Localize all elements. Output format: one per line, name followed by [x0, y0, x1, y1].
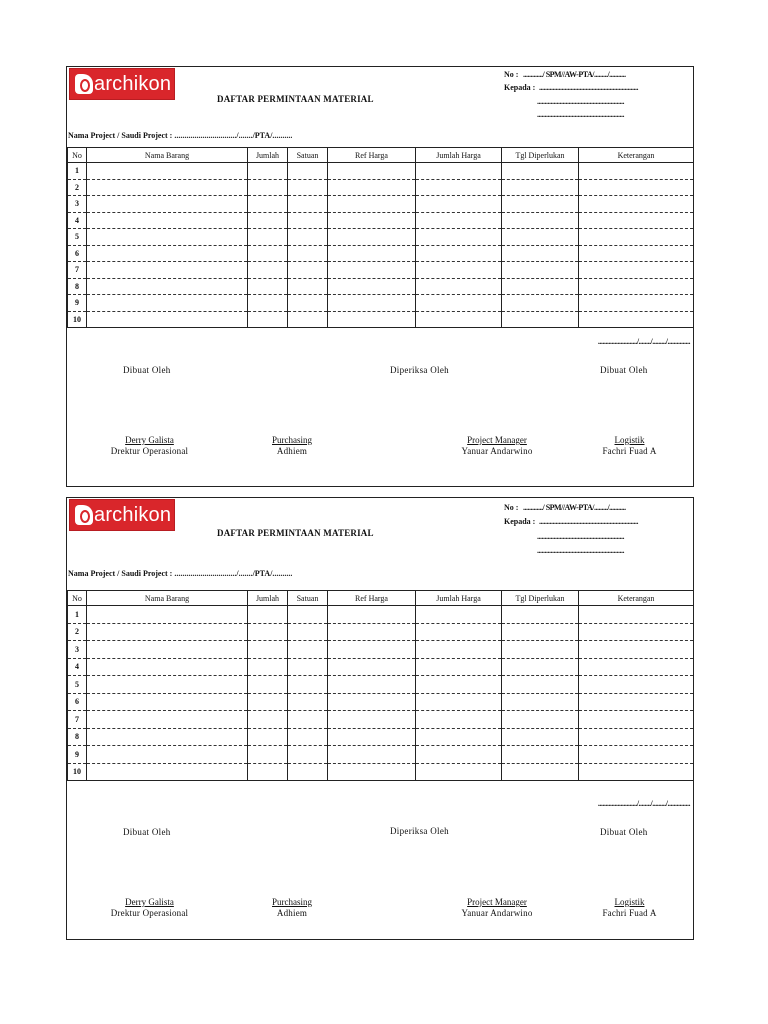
row-number: 5 [68, 676, 87, 694]
tgl-diperlukan-cell[interactable] [502, 179, 579, 196]
tgl-diperlukan-cell[interactable] [502, 229, 579, 246]
archikon-logo-icon [75, 74, 93, 94]
nama-barang-cell[interactable] [87, 245, 248, 262]
table-row [68, 196, 694, 213]
jumlah-cell[interactable] [248, 693, 288, 711]
ref-harga-cell[interactable] [328, 728, 416, 746]
signatory-title: Purchasing [272, 897, 312, 907]
satuan-cell[interactable] [288, 262, 328, 279]
col-header-satuan: Satuan [288, 591, 328, 606]
kepada-label: Kepada : [504, 83, 536, 92]
signatory-title: Derry Galista [125, 435, 174, 445]
row-number: 6 [68, 693, 87, 711]
table-row [68, 763, 694, 781]
kepada-label: Kepada : [504, 517, 536, 526]
nama-barang-cell[interactable] [87, 763, 248, 781]
jumlah-cell[interactable] [248, 295, 288, 312]
keterangan-cell[interactable] [579, 229, 694, 246]
no-label: No : [504, 503, 519, 512]
jumlah-harga-cell[interactable] [416, 179, 502, 196]
keterangan-cell[interactable] [579, 245, 694, 262]
items-table [67, 147, 694, 328]
material-request-form-1 [66, 66, 694, 487]
keterangan-cell[interactable] [579, 658, 694, 676]
ref-harga-cell[interactable] [328, 212, 416, 229]
nama-barang-cell[interactable] [87, 658, 248, 676]
signatory-derry-galista [92, 435, 207, 456]
jumlah-harga-cell[interactable] [416, 278, 502, 295]
satuan-cell[interactable] [288, 711, 328, 729]
jumlah-harga-cell[interactable] [416, 676, 502, 694]
nama-barang-cell[interactable] [87, 606, 248, 624]
table-header-row [68, 591, 694, 606]
table-row [68, 746, 694, 764]
col-header-tgl-diperlukan: Tgl Diperlukan [502, 148, 579, 163]
jumlah-cell[interactable] [248, 212, 288, 229]
ref-harga-cell[interactable] [328, 295, 416, 312]
archikon-logo [69, 499, 175, 531]
jumlah-cell[interactable] [248, 245, 288, 262]
row-number: 7 [68, 711, 87, 729]
nama-barang-cell[interactable] [87, 693, 248, 711]
archikon-logo [69, 68, 175, 100]
satuan-cell[interactable] [288, 196, 328, 213]
project-line[interactable]: Nama Project / Saudi Project : .............................../......./PTA/.......... [68, 569, 293, 578]
jumlah-cell[interactable] [248, 196, 288, 213]
satuan-cell[interactable] [288, 676, 328, 694]
row-number: 3 [68, 641, 87, 659]
kepada-line-3[interactable]: .......................................................... [537, 546, 624, 555]
role-dibuat-oleh: Dibuat Oleh [123, 827, 171, 837]
row-number: 6 [68, 245, 87, 262]
ref-harga-cell[interactable] [328, 763, 416, 781]
jumlah-cell[interactable] [248, 676, 288, 694]
row-number: 1 [68, 163, 87, 180]
row-number: 9 [68, 295, 87, 312]
tgl-diperlukan-cell[interactable] [502, 658, 579, 676]
signatory-title: Derry Galista [125, 897, 174, 907]
archikon-logo-icon [75, 505, 93, 525]
jumlah-harga-cell[interactable] [416, 693, 502, 711]
tgl-diperlukan-cell[interactable] [502, 163, 579, 180]
tgl-diperlukan-cell[interactable] [502, 212, 579, 229]
jumlah-harga-cell[interactable] [416, 212, 502, 229]
role-dibuat-oleh-2: Dibuat Oleh [600, 365, 648, 375]
nama-barang-cell[interactable] [87, 262, 248, 279]
jumlah-cell[interactable] [248, 262, 288, 279]
jumlah-harga-cell[interactable] [416, 728, 502, 746]
jumlah-cell[interactable] [248, 728, 288, 746]
signatory-subtitle: Adhiem [276, 908, 308, 918]
jumlah-cell[interactable] [248, 163, 288, 180]
ref-harga-cell[interactable] [328, 163, 416, 180]
row-number: 4 [68, 212, 87, 229]
no-value[interactable]: ............./ SPM//AW-PTA/........./........... [523, 70, 626, 79]
tgl-diperlukan-cell[interactable] [502, 693, 579, 711]
signatory-title: Logistik [614, 435, 645, 445]
keterangan-cell[interactable] [579, 711, 694, 729]
tgl-diperlukan-cell[interactable] [502, 245, 579, 262]
tgl-diperlukan-cell[interactable] [502, 728, 579, 746]
nama-barang-cell[interactable] [87, 728, 248, 746]
nama-barang-cell[interactable] [87, 711, 248, 729]
satuan-cell[interactable] [288, 641, 328, 659]
row-number: 4 [68, 658, 87, 676]
keterangan-cell[interactable] [579, 641, 694, 659]
table-row [68, 728, 694, 746]
satuan-cell[interactable] [288, 278, 328, 295]
tgl-diperlukan-cell[interactable] [502, 763, 579, 781]
row-number: 10 [68, 311, 87, 328]
keterangan-cell[interactable] [579, 196, 694, 213]
tgl-diperlukan-cell[interactable] [502, 196, 579, 213]
no-label: No : [504, 70, 519, 79]
row-number: 7 [68, 262, 87, 279]
nama-barang-cell[interactable] [87, 179, 248, 196]
table-row [68, 711, 694, 729]
items-table [67, 590, 694, 781]
kepada-line-2[interactable]: .......................................................... [537, 97, 624, 106]
tgl-diperlukan-cell[interactable] [502, 711, 579, 729]
jumlah-cell[interactable] [248, 746, 288, 764]
nama-barang-cell[interactable] [87, 746, 248, 764]
tgl-diperlukan-cell[interactable] [502, 676, 579, 694]
table-header-row [68, 148, 694, 163]
col-header-jumlah: Jumlah [248, 148, 288, 163]
tgl-diperlukan-cell[interactable] [502, 278, 579, 295]
kepada-line-3[interactable]: .......................................................... [537, 110, 624, 119]
keterangan-cell[interactable] [579, 212, 694, 229]
nama-barang-cell[interactable] [87, 623, 248, 641]
signatory-purchasing [237, 435, 347, 456]
ref-harga-cell[interactable] [328, 658, 416, 676]
signatory-title: Purchasing [272, 435, 312, 445]
signatory-subtitle: Fachri Fuad A [602, 908, 657, 918]
role-diperiksa-oleh: Diperiksa Oleh [390, 365, 449, 375]
nama-barang-cell[interactable] [87, 212, 248, 229]
tgl-diperlukan-cell[interactable] [502, 606, 579, 624]
keterangan-cell[interactable] [579, 262, 694, 279]
satuan-cell[interactable] [288, 311, 328, 328]
jumlah-harga-cell[interactable] [416, 711, 502, 729]
satuan-cell[interactable] [288, 245, 328, 262]
keterangan-cell[interactable] [579, 295, 694, 312]
table-row [68, 295, 694, 312]
jumlah-cell[interactable] [248, 311, 288, 328]
project-line[interactable]: Nama Project / Saudi Project : .............................../......./PTA/.......... [68, 131, 293, 140]
satuan-cell[interactable] [288, 746, 328, 764]
satuan-cell[interactable] [288, 229, 328, 246]
logo-text: archikon [94, 72, 172, 95]
table-row [68, 641, 694, 659]
nama-barang-cell[interactable] [87, 163, 248, 180]
satuan-cell[interactable] [288, 179, 328, 196]
col-header-jumlah-harga: Jumlah Harga [416, 148, 502, 163]
table-row [68, 658, 694, 676]
satuan-cell[interactable] [288, 212, 328, 229]
signatory-title: Project Manager [467, 435, 527, 445]
table-row [68, 245, 694, 262]
signatory-subtitle: Fachri Fuad A [602, 446, 657, 456]
jumlah-harga-cell[interactable] [416, 641, 502, 659]
row-number: 8 [68, 728, 87, 746]
nama-barang-cell[interactable] [87, 311, 248, 328]
satuan-cell[interactable] [288, 295, 328, 312]
role-dibuat-oleh-2: Dibuat Oleh [600, 827, 648, 837]
keterangan-cell[interactable] [579, 693, 694, 711]
satuan-cell[interactable] [288, 623, 328, 641]
ref-harga-cell[interactable] [328, 245, 416, 262]
signatory-logistik [582, 897, 677, 918]
nama-barang-cell[interactable] [87, 641, 248, 659]
satuan-cell[interactable] [288, 728, 328, 746]
jumlah-harga-cell[interactable] [416, 606, 502, 624]
satuan-cell[interactable] [288, 658, 328, 676]
ref-harga-cell[interactable] [328, 179, 416, 196]
row-number: 10 [68, 763, 87, 781]
keterangan-cell[interactable] [579, 763, 694, 781]
signatory-derry-galista [92, 897, 207, 918]
keterangan-cell[interactable] [579, 311, 694, 328]
satuan-cell[interactable] [288, 163, 328, 180]
satuan-cell[interactable] [288, 606, 328, 624]
kepada-line-2[interactable]: .......................................................... [537, 532, 624, 541]
signatory-project-manager [437, 435, 557, 456]
jumlah-harga-cell[interactable] [416, 623, 502, 641]
nama-barang-cell[interactable] [87, 278, 248, 295]
ref-harga-cell[interactable] [328, 623, 416, 641]
role-diperiksa-oleh: Diperiksa Oleh [390, 826, 449, 836]
keterangan-cell[interactable] [579, 163, 694, 180]
tgl-diperlukan-cell[interactable] [502, 641, 579, 659]
signatory-subtitle: Drektur Operasional [110, 908, 189, 918]
no-value[interactable]: ............./ SPM//AW-PTA/........./........... [523, 503, 626, 512]
col-header-jumlah-harga: Jumlah Harga [416, 591, 502, 606]
jumlah-harga-cell[interactable] [416, 229, 502, 246]
table-row [68, 212, 694, 229]
signatory-subtitle: Yanuar Andarwino [461, 908, 533, 918]
nama-barang-cell[interactable] [87, 676, 248, 694]
table-row [68, 311, 694, 328]
keterangan-cell[interactable] [579, 278, 694, 295]
signatory-logistik [582, 435, 677, 456]
jumlah-harga-cell[interactable] [416, 763, 502, 781]
ref-harga-cell[interactable] [328, 196, 416, 213]
signatory-subtitle: Drektur Operasional [110, 446, 189, 456]
table-row [68, 179, 694, 196]
nama-barang-cell[interactable] [87, 295, 248, 312]
jumlah-harga-cell[interactable] [416, 245, 502, 262]
keterangan-cell[interactable] [579, 606, 694, 624]
col-header-keterangan: Keterangan [579, 148, 694, 163]
jumlah-harga-cell[interactable] [416, 311, 502, 328]
jumlah-cell[interactable] [248, 658, 288, 676]
ref-harga-cell[interactable] [328, 229, 416, 246]
form-title: DAFTAR PERMINTAAN MATERIAL [217, 528, 374, 538]
jumlah-harga-cell[interactable] [416, 196, 502, 213]
jumlah-harga-cell[interactable] [416, 262, 502, 279]
jumlah-cell[interactable] [248, 278, 288, 295]
date-line[interactable]: ........................../......../........./............... [597, 799, 690, 808]
jumlah-cell[interactable] [248, 711, 288, 729]
material-request-form-2 [66, 497, 694, 940]
col-header-ref-harga: Ref Harga [328, 591, 416, 606]
nama-barang-cell[interactable] [87, 196, 248, 213]
jumlah-cell[interactable] [248, 623, 288, 641]
row-number: 2 [68, 623, 87, 641]
keterangan-cell[interactable] [579, 746, 694, 764]
signatory-subtitle: Yanuar Andarwino [461, 446, 533, 456]
ref-harga-cell[interactable] [328, 262, 416, 279]
row-number: 9 [68, 746, 87, 764]
signatory-title: Project Manager [467, 897, 527, 907]
signatory-title: Logistik [614, 897, 645, 907]
table-row [68, 278, 694, 295]
keterangan-cell[interactable] [579, 623, 694, 641]
form-title: DAFTAR PERMINTAAN MATERIAL [217, 94, 374, 104]
keterangan-cell[interactable] [579, 676, 694, 694]
keterangan-cell[interactable] [579, 728, 694, 746]
jumlah-cell[interactable] [248, 229, 288, 246]
col-header-ref-harga: Ref Harga [328, 148, 416, 163]
jumlah-harga-cell[interactable] [416, 295, 502, 312]
tgl-diperlukan-cell[interactable] [502, 262, 579, 279]
row-number: 8 [68, 278, 87, 295]
ref-harga-cell[interactable] [328, 676, 416, 694]
ref-harga-cell[interactable] [328, 746, 416, 764]
jumlah-cell[interactable] [248, 179, 288, 196]
row-number: 1 [68, 606, 87, 624]
tgl-diperlukan-cell[interactable] [502, 746, 579, 764]
table-row [68, 229, 694, 246]
role-dibuat-oleh: Dibuat Oleh [123, 365, 171, 375]
col-header-keterangan: Keterangan [579, 591, 694, 606]
jumlah-harga-cell[interactable] [416, 746, 502, 764]
row-number: 2 [68, 179, 87, 196]
table-row [68, 606, 694, 624]
jumlah-cell[interactable] [248, 641, 288, 659]
col-header-jumlah: Jumlah [248, 591, 288, 606]
signatory-purchasing [237, 897, 347, 918]
ref-harga-cell[interactable] [328, 641, 416, 659]
satuan-cell[interactable] [288, 763, 328, 781]
satuan-cell[interactable] [288, 693, 328, 711]
keterangan-cell[interactable] [579, 179, 694, 196]
row-number: 5 [68, 229, 87, 246]
table-row [68, 693, 694, 711]
date-line[interactable]: ........................../......../........./............... [597, 337, 690, 346]
col-header-nama-barang: Nama Barang [87, 591, 248, 606]
kepada-line-1[interactable]: .................................................................. [539, 517, 638, 526]
ref-harga-cell[interactable] [328, 693, 416, 711]
signatory-subtitle: Adhiem [276, 446, 308, 456]
kepada-line-1[interactable]: .................................................................. [539, 83, 638, 92]
table-row [68, 163, 694, 180]
col-header-no: No [68, 148, 87, 163]
jumlah-harga-cell[interactable] [416, 163, 502, 180]
tgl-diperlukan-cell[interactable] [502, 295, 579, 312]
table-row [68, 262, 694, 279]
col-header-no: No [68, 591, 87, 606]
col-header-tgl-diperlukan: Tgl Diperlukan [502, 591, 579, 606]
col-header-satuan: Satuan [288, 148, 328, 163]
jumlah-harga-cell[interactable] [416, 658, 502, 676]
ref-harga-cell[interactable] [328, 711, 416, 729]
tgl-diperlukan-cell[interactable] [502, 311, 579, 328]
jumlah-cell[interactable] [248, 606, 288, 624]
ref-harga-cell[interactable] [328, 311, 416, 328]
logo-text: archikon [94, 503, 172, 526]
signatory-project-manager [437, 897, 557, 918]
col-header-nama-barang: Nama Barang [87, 148, 248, 163]
ref-harga-cell[interactable] [328, 278, 416, 295]
tgl-diperlukan-cell[interactable] [502, 623, 579, 641]
table-row [68, 676, 694, 694]
ref-harga-cell[interactable] [328, 606, 416, 624]
row-number: 3 [68, 196, 87, 213]
jumlah-cell[interactable] [248, 763, 288, 781]
nama-barang-cell[interactable] [87, 229, 248, 246]
table-row [68, 623, 694, 641]
